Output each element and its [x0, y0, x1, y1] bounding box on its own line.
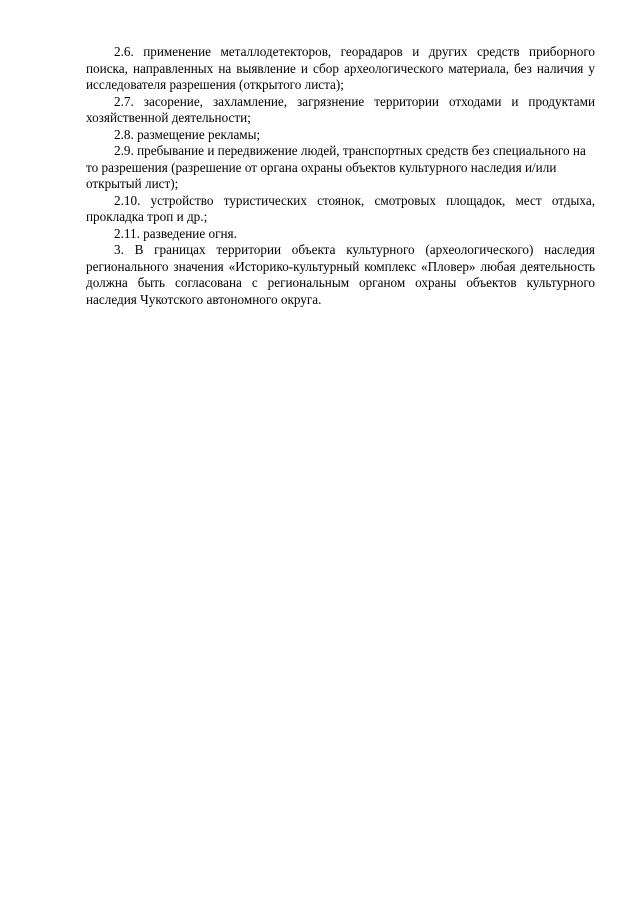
paragraph-2-6: 2.6. применение металлодетекторов, георадаров и других средств приборного поиска, направленных на выявление и сбор археологического материала, без наличия у исследователя разрешения (открытого листа); — [86, 44, 595, 92]
paragraph-2-7: 2.7. засорение, захламление, загрязнение территории отходами и продуктами хозяйственной деятельности; — [86, 93, 595, 125]
document-body — [86, 44, 595, 308]
paragraph-3: 3. В границах территории объекта культурного (археологического) наследия регионального значения «Историко-культурный комплекс «Пловер» любая деятельность должна быть согласована с региональным органом охраны объектов культурного наследия Чукотского автономного округа. — [86, 242, 595, 307]
paragraph-2-8: 2.8. размещение рекламы; — [114, 126, 261, 142]
paragraph-2-9: 2.9. пребывание и передвижение людей, транспортных средств без специального на то разрешения (разрешение от органа охраны объектов культурного наследия и/или открытый лист); — [86, 143, 586, 191]
paragraph-2-10: 2.10. устройство туристических стоянок, смотровых площадок, мест отдыха, прокладка троп и др.; — [86, 192, 595, 224]
paragraph-2-11: 2.11. разведение огня. — [114, 225, 237, 241]
